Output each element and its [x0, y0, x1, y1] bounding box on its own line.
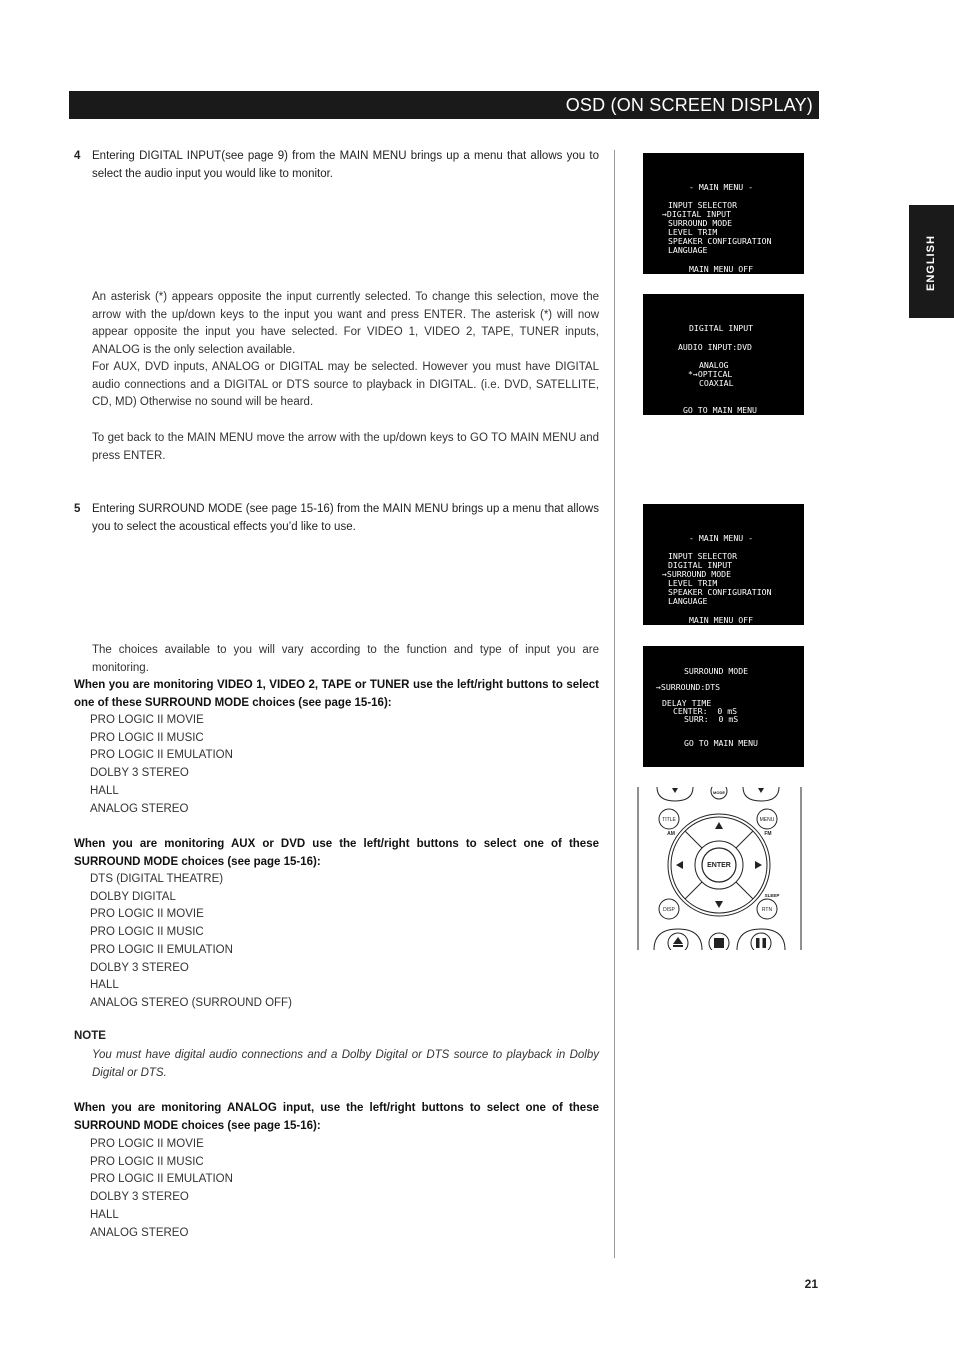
header-bar — [69, 91, 819, 119]
osd-title: - MAIN MENU - — [689, 182, 754, 192]
list-item: PRO LOGIC II MUSIC — [90, 1155, 204, 1168]
arrow-up-icon — [715, 822, 723, 829]
language-tab — [909, 205, 954, 318]
list-item: DOLBY 3 STEREO — [90, 767, 189, 780]
list-item: PRO LOGIC II EMULATION — [90, 1173, 233, 1186]
osd-item: INPUT SELECTOR — [668, 551, 738, 561]
group3-heading: When you are monitoring ANALOG input, use the left/right buttons to select one of these SURROUND MODE choices (see page 15-16): — [74, 1102, 599, 1132]
arrow-down-icon — [672, 788, 678, 793]
osd-item-selected: *→OPTICAL — [688, 369, 733, 379]
group1-list — [90, 712, 233, 818]
osd-footer: MAIN MENU OFF — [689, 615, 754, 625]
osd-footer: GO TO MAIN MENU — [684, 738, 758, 748]
remote-sleep-label: SLEEP — [764, 893, 780, 898]
osd-item: COAXIAL — [699, 378, 734, 388]
osd-surr: SURR: 0 mS — [684, 714, 739, 724]
list-item: DOLBY DIGITAL — [90, 890, 176, 903]
step-number: 4 — [74, 150, 81, 162]
remote-title-label: TITLE — [662, 817, 676, 823]
list-item: PRO LOGIC II MOVIE — [90, 1138, 204, 1150]
osd-title: - MAIN MENU - — [689, 533, 754, 543]
note-text: You must have digital audio connections and a Dolby Digital or DTS source to playback in Dolby Digital or DTS. — [92, 1049, 599, 1079]
osd-title: SURROUND MODE — [684, 666, 749, 676]
list-item: PRO LOGIC II EMULATION — [90, 749, 233, 762]
arrow-down-icon — [715, 901, 723, 908]
page-number: 21 — [804, 1277, 818, 1291]
pause-icon — [756, 938, 760, 948]
list-item: DOLBY 3 STEREO — [90, 1191, 189, 1204]
group2-heading: When you are monitoring AUX or DVD use the left/right buttons to select one of these SURROUND MODE choices (see page 15-16): — [74, 838, 599, 868]
remote-control-illustration — [637, 787, 802, 950]
step-number: 5 — [74, 503, 81, 515]
remote-enter-label: ENTER — [707, 862, 731, 869]
osd-item: SPEAKER CONFIGURATION — [668, 587, 772, 597]
osd-item: LANGUAGE — [668, 596, 708, 606]
osd-delay-title: DELAY TIME — [662, 698, 712, 708]
osd-item: LEVEL TRIM — [668, 578, 718, 588]
remote-rtn-label: RTN — [761, 907, 773, 913]
remote-mode-label: MODE — [713, 790, 725, 795]
section4-paragraph-1: An asterisk (*) appears opposite the input currently selected. To change this selection, move the arrow with the up/down keys to the input you want and press ENTER. The asterisk (*) will now appear opposite the input you have selected. For VIDEO 1, VIDEO 2, TAPE, TUNER inputs, ANALOG is the only selection available. — [92, 291, 599, 357]
language-label: ENGLISH — [925, 235, 937, 291]
list-item: HALL — [90, 784, 119, 797]
eject-bar-icon — [673, 945, 683, 947]
list-item: PRO LOGIC II MOVIE — [90, 908, 204, 921]
arrow-right-icon — [755, 861, 762, 869]
list-item: ANALOG STEREO — [90, 802, 189, 815]
osd-main-menu-surround — [643, 504, 804, 625]
choices-note: The choices available to you will vary according to the function and type of input you are monitoring. — [92, 644, 599, 674]
remote-fm-label: FM — [764, 831, 772, 837]
group1-heading: When you are monitoring VIDEO 1, VIDEO 2, TAPE or TUNER use the left/right buttons to select one of these SURROUND MODE choices (see page 15-16): — [74, 679, 599, 709]
list-item: ANALOG STEREO — [90, 1226, 189, 1239]
osd-item: INPUT SELECTOR — [668, 200, 738, 210]
remote-disp-label: DISP — [663, 907, 675, 913]
list-item: PRO LOGIC II EMULATION — [90, 943, 233, 956]
step-4 — [74, 148, 599, 183]
list-item: ANALOG STEREO (SURROUND OFF) — [90, 996, 292, 1009]
list-item: DTS (DIGITAL THEATRE) — [90, 873, 224, 885]
osd-item: ANALOG — [699, 360, 729, 370]
stop-icon — [714, 938, 724, 948]
osd-subtitle: AUDIO INPUT:DVD — [678, 342, 752, 352]
step-5-intro: Entering SURROUND MODE (see page 15-16) from the MAIN MENU brings up a menu that allows you to select the acoustical effects you’d like to use. — [92, 503, 599, 533]
pause-icon — [763, 938, 767, 948]
arrow-down-icon — [758, 788, 764, 793]
osd-item-selected: →DIGITAL INPUT — [662, 209, 732, 219]
osd-footer: MAIN MENU OFF — [689, 264, 754, 274]
eject-icon — [673, 937, 683, 944]
section4-paragraph-3: To get back to the MAIN MENU move the arrow with the up/down keys to GO TO MAIN MENU and press ENTER. — [92, 432, 599, 462]
remote-am-label: AM — [667, 831, 675, 837]
osd-surround-mode — [643, 646, 804, 767]
osd-center: CENTER: 0 mS — [673, 706, 738, 716]
note-title: NOTE — [74, 1030, 106, 1042]
osd-title: DIGITAL INPUT — [689, 323, 754, 333]
osd-selection: →SURROUND:DTS — [656, 682, 721, 692]
osd-footer: GO TO MAIN MENU — [683, 405, 757, 415]
step-5 — [74, 501, 599, 536]
list-item: PRO LOGIC II MUSIC — [90, 926, 204, 939]
osd-item-selected: →SURROUND MODE — [662, 569, 732, 579]
step-4-intro: Entering DIGITAL INPUT(see page 9) from the MAIN MENU brings up a menu that allows you to select the audio input you would like to monitor. — [92, 150, 599, 180]
list-item: DOLBY 3 STEREO — [90, 961, 189, 974]
osd-item: DIGITAL INPUT — [668, 560, 733, 570]
osd-item: LANGUAGE — [668, 245, 708, 255]
list-item: HALL — [90, 979, 119, 992]
column-divider — [614, 150, 615, 1258]
osd-item: SURROUND MODE — [668, 218, 733, 228]
list-item: PRO LOGIC II MOVIE — [90, 714, 204, 726]
group3-list — [90, 1136, 233, 1242]
osd-item: SPEAKER CONFIGURATION — [668, 236, 772, 246]
section4-paragraph-2: For AUX, DVD inputs, ANALOG or DIGITAL may be selected. However you must have DIGITAL audio connections and a DIGITAL or DTS source to playback in DIGITAL. (i.e. DVD, SATELLITE, CD, MD) Otherwise no sound will be heard. — [92, 361, 599, 409]
osd-item: LEVEL TRIM — [668, 227, 718, 237]
page-title: OSD (ON SCREEN DISPLAY) — [565, 95, 813, 115]
arrow-left-icon — [676, 861, 683, 869]
remote-menu-label: MENU — [759, 817, 775, 823]
group2-list — [90, 871, 292, 1013]
osd-digital-input — [643, 294, 804, 415]
list-item: HALL — [90, 1208, 119, 1221]
list-item: PRO LOGIC II MUSIC — [90, 731, 204, 744]
osd-main-menu-digital — [643, 153, 804, 274]
